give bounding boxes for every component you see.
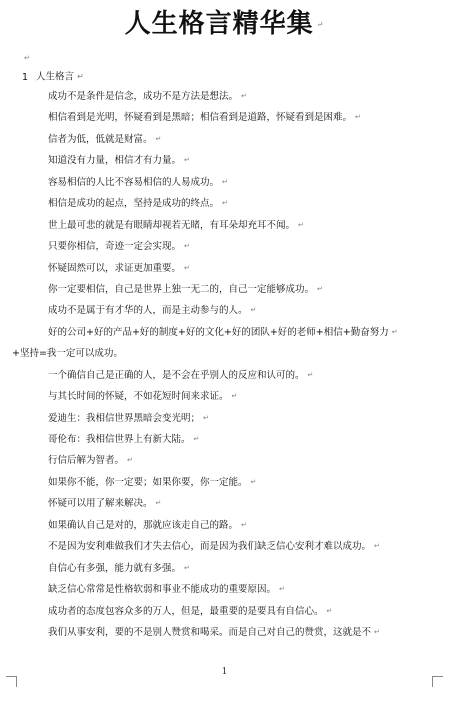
quote-text: 一个确信自己是正确的人，是不会在乎别人的反应和认可的。 — [48, 369, 305, 381]
quote-text: 信者为低，低就是财富。 — [48, 134, 153, 146]
paragraph-mark-icon: ↵ — [127, 456, 133, 465]
quote-text: 爱迪生：我相信世界黑暗会变光明； — [48, 412, 201, 424]
paragraph-mark-icon: ↵ — [222, 177, 228, 186]
page-corner-mark-right — [432, 676, 443, 687]
quote-line — [0, 450, 449, 471]
quote-line — [0, 129, 449, 150]
quote-line — [0, 601, 449, 622]
quote-line — [0, 536, 449, 557]
quote-text: 只要你相信，奇迹一定会实现。 — [48, 241, 182, 253]
quote-text: 不是因为安利难做我们才失去信心，而是因为我们缺乏信心安利才难以成功。 — [48, 541, 372, 553]
paragraph-mark-icon: ↵ — [391, 327, 398, 336]
paragraph-mark-icon: ↵ — [374, 627, 380, 636]
paragraph-mark-icon: ↵ — [250, 306, 257, 315]
paragraph-mark-icon: ↵ — [317, 284, 323, 293]
quote-text: 我们从事安利，要的不是别人赞赏和喝采。而是自己对自己的赞赏，这就是不 — [48, 627, 372, 639]
paragraph-mark-icon: ↵ — [279, 585, 285, 594]
quote-line — [0, 193, 449, 214]
quote-line — [0, 365, 449, 386]
quote-text: 哥伦布：我相信世界上有新大陆。 — [48, 434, 191, 446]
section-heading-text: 人生格言 — [36, 71, 75, 83]
quote-list — [0, 86, 449, 643]
quote-line — [0, 493, 449, 514]
paragraph-mark-icon: ↵ — [184, 156, 190, 165]
quote-text: +坚持=我一定可以成功。 — [12, 348, 123, 360]
quote-text: 相信是成功的起点，坚持是成功的终点。 — [48, 198, 220, 210]
quote-text: 容易相信的人比不容易相信的人易成功。 — [48, 176, 220, 188]
quote-line — [0, 343, 449, 364]
quote-text: 相信看到是光明，怀疑看到是黑暗；相信看到是道路，怀疑看到是困难。 — [48, 112, 353, 124]
quote-text: 成功者的态度包容众多的万人，但是，最重要的是要具有自信心。 — [48, 605, 324, 617]
paragraph-mark-icon: ↵ — [155, 134, 162, 143]
paragraph-mark-icon: ↵ — [307, 370, 314, 379]
quote-text: 怀疑固然可以，求证更加重要。 — [48, 262, 182, 274]
paragraph-mark-icon: ↵ — [326, 606, 333, 615]
quote-line — [0, 258, 449, 279]
quote-text: 自信心有多强，能力就有多强。 — [48, 562, 182, 574]
quote-line — [0, 429, 449, 450]
quote-text: 成功不是条件是信念，成功不是方法是想法。 — [48, 91, 239, 103]
quote-text: 行信后解为智者。 — [48, 455, 125, 467]
page-corner-mark-left — [6, 676, 17, 687]
quote-line — [0, 150, 449, 171]
section-number: 1 — [22, 71, 29, 83]
paragraph-mark-icon: ↵ — [241, 92, 247, 100]
quote-line — [0, 386, 449, 407]
quote-text: 世上最可悲的就是有眼睛却视若无睹，有耳朵却充耳不闻。 — [48, 219, 296, 231]
quote-line — [0, 558, 449, 579]
paragraph-mark-icon: ↵ — [355, 113, 361, 122]
quote-text: 好的公司+好的产品+好的制度+好的文化+好的团队+好的老师+相信+勤奋努力 — [48, 327, 389, 339]
paragraph-mark-icon: ↵ — [184, 563, 190, 572]
quote-line — [0, 236, 449, 257]
quote-line — [0, 515, 449, 536]
paragraph-mark-icon: ↵ — [250, 477, 257, 486]
quote-text: 缺乏信心常常是性格软弱和事业不能成功的重要原因。 — [48, 584, 277, 596]
quote-line — [0, 472, 449, 493]
quote-text: 你一定要相信，自己是世界上独一无二的，自己一定能够成功。 — [48, 284, 315, 296]
paragraph-mark-icon: ↵ — [374, 542, 380, 551]
paragraph-mark-icon: ↵ — [241, 520, 247, 529]
quote-line — [0, 622, 449, 643]
section-heading — [22, 68, 84, 86]
quote-text: 如果确认自己是对的，那就应该走自己的路。 — [48, 519, 239, 531]
paragraph-mark-icon: ↵ — [184, 263, 190, 272]
empty-paragraph-mark-icon: ↵ — [24, 54, 30, 62]
quote-text: 如果你不能，你一定要；如果你要，你一定能。 — [48, 477, 248, 489]
paragraph-mark-icon: ↵ — [231, 392, 238, 401]
paragraph-mark-icon: ↵ — [298, 220, 304, 229]
quote-text: 怀疑可以用了解来解决。 — [48, 498, 153, 510]
quote-line — [0, 300, 449, 321]
quote-line — [0, 408, 449, 429]
paragraph-mark-icon: ↵ — [193, 435, 200, 443]
quote-line — [0, 579, 449, 600]
title-text: 人生格言精华集 — [124, 9, 314, 39]
paragraph-mark-icon: ↵ — [77, 72, 84, 81]
paragraph-mark-icon: ↵ — [184, 242, 190, 251]
quote-line — [0, 107, 449, 128]
quote-text: 成功不是属于有才华的人，而是主动参与的人。 — [48, 305, 248, 317]
quote-line — [0, 215, 449, 236]
page-number: 1 — [221, 667, 228, 677]
quote-line — [0, 322, 449, 343]
quote-line — [0, 172, 449, 193]
paragraph-mark-icon: ↵ — [203, 413, 209, 422]
paragraph-mark-icon: ↵ — [222, 199, 228, 208]
quote-text: 与其长时间的怀疑，不如花短时间来求证。 — [48, 391, 229, 403]
paragraph-mark-icon: ↵ — [316, 20, 325, 29]
document-title — [0, 6, 449, 42]
paragraph-mark-icon: ↵ — [155, 499, 162, 508]
quote-line — [0, 86, 449, 107]
quote-text: 知道没有力量，相信才有力量。 — [48, 155, 182, 167]
quote-line — [0, 279, 449, 300]
